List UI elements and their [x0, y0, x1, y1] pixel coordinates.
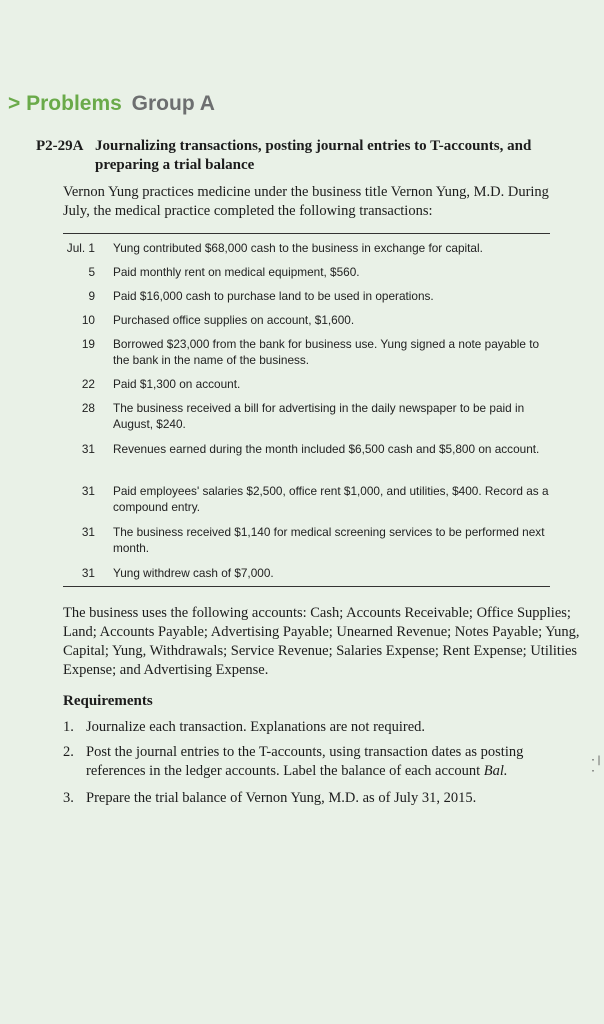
section-title-problems: Problems [26, 92, 122, 115]
transaction-description: Yung contributed $68,000 cash to the business in exchange for capital. [113, 241, 483, 255]
transaction-date: Jul. 1 [66, 241, 95, 255]
transaction-date: 9 [88, 289, 95, 303]
transaction-description: Yung withdrew cash of $7,000. [113, 566, 274, 580]
requirement-emphasis: Bal. [483, 763, 508, 779]
requirement-number: 2. [63, 744, 74, 760]
requirement-number: 1. [63, 719, 74, 735]
section-title-group: Group A [131, 92, 215, 115]
requirement-text: Prepare the trial balance of Vernon Yung, M.D. as of July 31, 2015. [86, 790, 477, 806]
section-arrow: > [8, 92, 21, 115]
transaction-date: 5 [88, 265, 95, 279]
transaction-date: 31 [81, 566, 95, 580]
transaction-description: Paid $1,300 on account. [113, 377, 241, 391]
transaction-description: Paid employees' salaries $2,500, office rent $1,000, and utilities, $400. Record as a compound entry. [113, 484, 549, 514]
requirements-heading: Requirements [63, 693, 153, 709]
transaction-date: 10 [81, 313, 95, 327]
intro-paragraph: Vernon Yung practices medicine under the business title Vernon Yung, M.D. During July, the medical practice completed the following transactions: [63, 184, 549, 219]
transaction-description: Purchased office supplies on account, $1,600. [113, 313, 355, 327]
transaction-description: Revenues earned during the month included $6,500 cash and $5,800 on account. [113, 442, 540, 456]
requirement-text [86, 743, 556, 781]
section-header [8, 92, 215, 116]
transaction-date: 28 [81, 401, 95, 415]
transaction-date: 22 [81, 377, 95, 391]
transaction-description: Borrowed $23,000 from the bank for business use. Yung signed a note payable to the bank in the name of the business. [113, 337, 540, 367]
accounts-paragraph: The business uses the following accounts: Cash; Accounts Receivable; Office Supplies; Land; Accounts Payable; Advertising Payable; Unearned Revenue; Notes Payable; Yung, Capital; Yung, Withdrawals; Service Revenue; Salaries Expense; Rent Expense; Utilities Expense; and Advertising Expense. [63, 605, 580, 678]
transaction-date: 31 [81, 525, 95, 539]
requirement-text-body: Post the journal entries to the T-accounts, using transaction dates as posting references in the ledger accounts. Label the balance of each account [86, 744, 524, 779]
transaction-description: Paid monthly rent on medical equipment, $560. [113, 265, 360, 279]
requirement-number: 3. [63, 790, 74, 806]
transaction-description: The business received $1,140 for medical screening services to be performed next month. [113, 525, 545, 555]
transaction-description: The business received a bill for advertising in the daily newspaper to be paid in August, $240. [113, 401, 525, 431]
table-bottom-rule [63, 586, 550, 587]
requirement-text: Journalize each transaction. Explanations are not required. [86, 719, 426, 735]
transaction-description: Paid $16,000 cash to purchase land to be used in operations. [113, 289, 434, 303]
table-top-rule [63, 233, 550, 234]
transaction-date: 19 [81, 337, 95, 351]
problem-number: P2-29A [36, 138, 84, 154]
transaction-date: 31 [81, 484, 95, 498]
cursor-icon: ·|· [590, 755, 603, 777]
transaction-date: 31 [81, 442, 95, 456]
problem-title: Journalizing transactions, posting journal entries to T-accounts, and preparing a trial balance [95, 138, 532, 173]
